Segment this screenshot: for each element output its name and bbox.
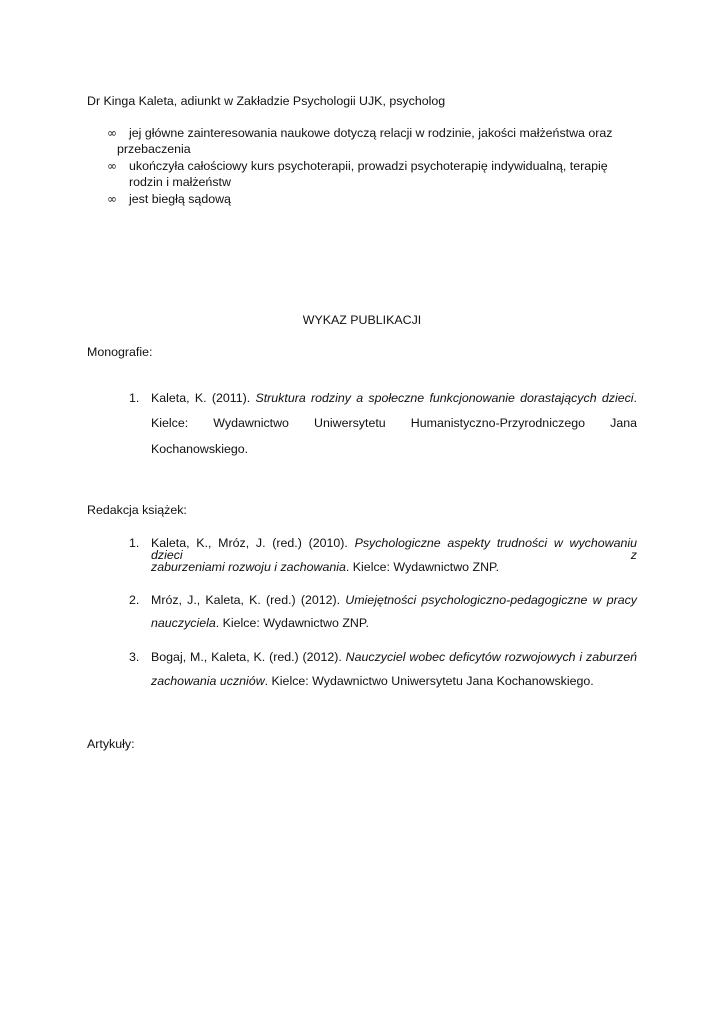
bullet-item-2-line1: ukończyła całościowy kurs psychoterapii, prowadzi psychoterapię indywidualną, terapię bbox=[129, 159, 608, 173]
book-title: Nauczyciel wobec deficytów rozwojowych i zaburzeń bbox=[345, 650, 637, 664]
list-number: 1. bbox=[129, 536, 140, 550]
publisher: . Kielce: Wydawnictwo ZNP. bbox=[345, 560, 500, 574]
infinity-bullet-icon: ∞ bbox=[107, 159, 117, 173]
authors: Kaleta, K., Mróz, J. (red.) (2010). bbox=[151, 536, 355, 550]
book-title: Psychologiczne aspekty trudności w wychowaniu dzieci z bbox=[151, 536, 638, 563]
list-number: 3. bbox=[129, 650, 140, 664]
edited-book-line1 bbox=[151, 651, 637, 663]
title-end: . bbox=[633, 391, 637, 405]
author-line: Dr Kinga Kaleta, adiunkt w Zakładzie Psychologii UJK, psycholog bbox=[87, 94, 446, 108]
authors: Bogaj, M., Kaleta, K. (red.) (2012). bbox=[151, 650, 346, 664]
publisher: . Kielce: Wydawnictwo ZNP. bbox=[215, 616, 369, 630]
publications-title: WYKAZ PUBLIKACJI bbox=[302, 313, 422, 327]
infinity-bullet-icon: ∞ bbox=[107, 192, 117, 206]
bullet-item-1-line2: przebaczenia bbox=[117, 142, 191, 156]
edited-book-line1 bbox=[151, 537, 637, 562]
infinity-bullet-icon: ∞ bbox=[107, 126, 117, 140]
monograph-line1 bbox=[151, 392, 637, 404]
book-title-cont: zaburzeniami rozwoju i zachowania bbox=[151, 560, 346, 574]
edited-book-line2 bbox=[151, 675, 594, 687]
book-title-cont: nauczyciela bbox=[151, 616, 216, 630]
book-title: Umiejętności psychologiczno-pedagogiczne w pracy bbox=[345, 593, 637, 607]
authors: Kaleta, K. (2011). bbox=[151, 391, 256, 405]
publisher: . Kielce: Wydawnictwo Uniwersytetu Jana Kochanowskiego. bbox=[264, 674, 594, 688]
monograph-line2: Kielce: Wydawnictwo Uniwersytetu Humanistyczno-Przyrodniczego Jana bbox=[151, 416, 637, 430]
bullet-item-3-line1: jest biegłą sądową bbox=[129, 192, 231, 206]
book-title: Struktura rodziny a społeczne funkcjonowanie dorastających dzieci bbox=[255, 391, 634, 405]
book-title-cont: zachowania uczniów bbox=[151, 674, 265, 688]
bullet-item-1-line1: jej główne zainteresowania naukowe dotyczą relacji w rodzinie, jakości małżeństwa oraz bbox=[129, 126, 613, 140]
list-number: 1. bbox=[129, 391, 140, 405]
bullet-item-2-line2: rodzin i małżeństw bbox=[129, 175, 231, 189]
monograph-line3: Kochanowskiego. bbox=[151, 442, 249, 456]
monographs-heading: Monografie: bbox=[87, 345, 153, 359]
edited-book-line1 bbox=[151, 594, 637, 606]
edited-book-line2 bbox=[151, 617, 369, 629]
articles-heading: Artykuły: bbox=[87, 737, 135, 751]
edited-book-line2 bbox=[151, 561, 499, 573]
edited-books-heading: Redakcja książek: bbox=[87, 503, 187, 517]
authors: Mróz, J., Kaleta, K. (red.) (2012). bbox=[151, 593, 346, 607]
list-number: 2. bbox=[129, 593, 140, 607]
